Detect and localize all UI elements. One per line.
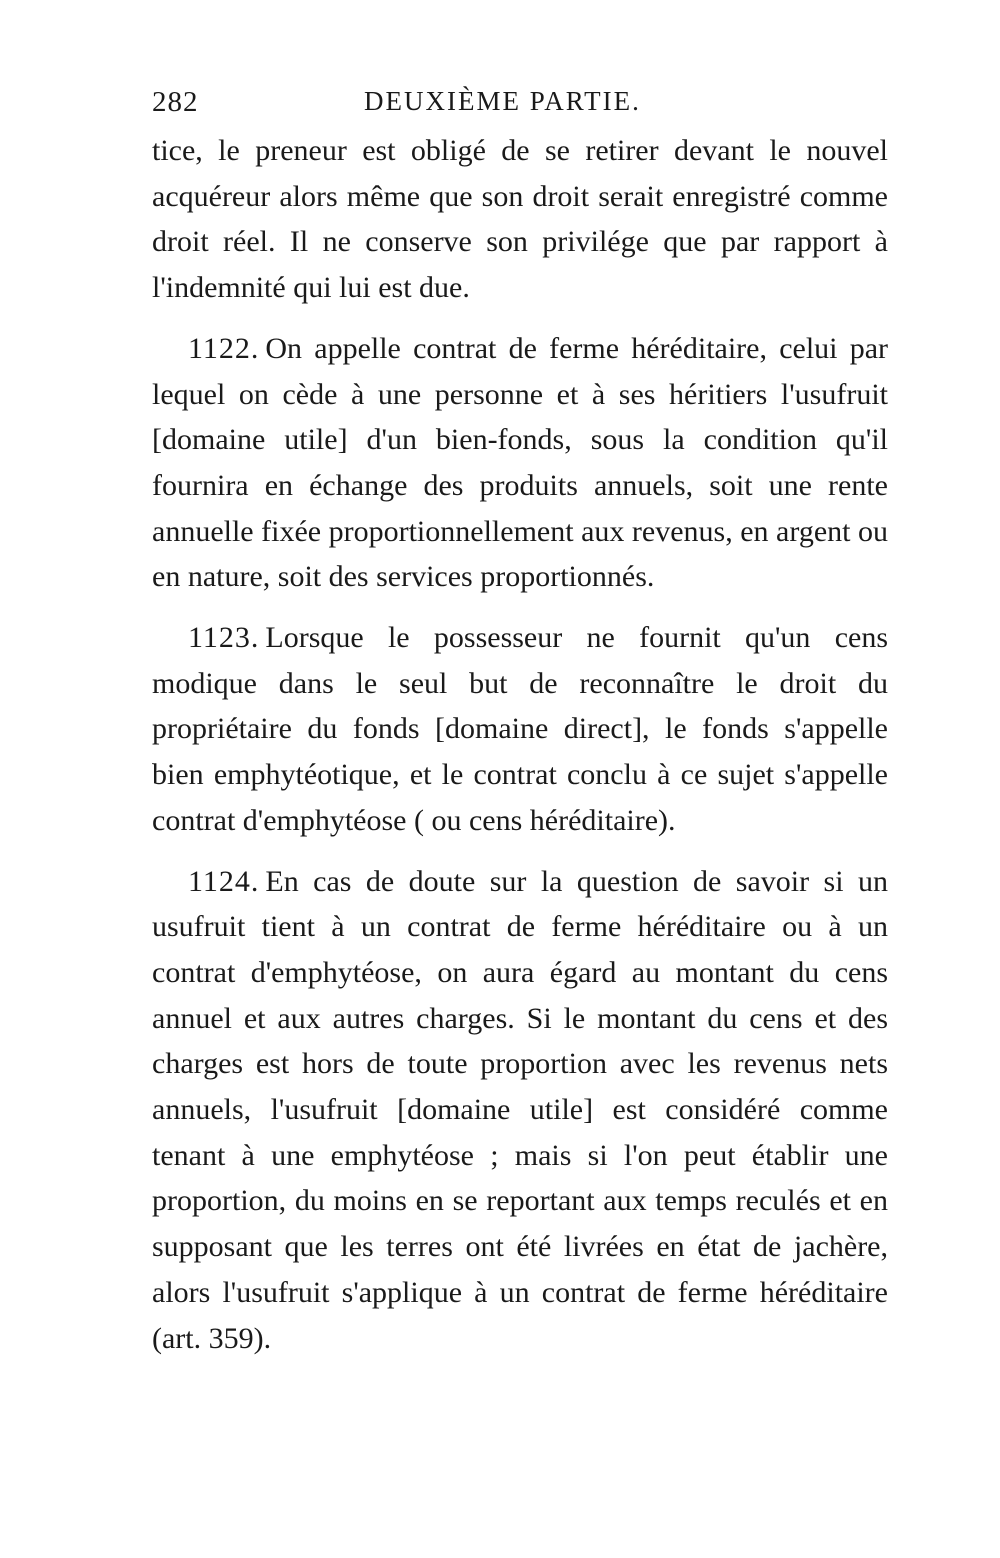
article-number: 1123.: [188, 621, 260, 655]
paragraph-continuation: [152, 128, 888, 311]
paragraph-1122: [152, 326, 888, 600]
paragraph-text: On appelle contrat de ferme héréditaire, celui par lequel on cède à une personne et à ses héritiers l'usufruit [domaine utile] d'un bien-fonds, sous la condition qu'il fournira en échange des produits annuels, soit une rente annuelle fixée proportionnellement aux revenus, en argent ou en nature, soit des services proportionnés.: [152, 331, 888, 594]
page-header: [152, 80, 888, 124]
paragraph-text: Lorsque le possesseur ne fournit qu'un cens modique dans le seul but de reconnaître le droit du propriétaire du fonds [domaine direct], le fonds s'appelle bien emphytéotique, et le contrat conclu à ce sujet s'appelle contrat d'emphytéose ( ou cens héréditaire).: [152, 621, 888, 837]
article-number: 1124.: [188, 864, 260, 898]
article-number: 1122.: [188, 331, 260, 365]
running-head: DEUXIÈME PARTIE.: [364, 86, 641, 116]
page-number: 282: [152, 86, 199, 118]
paragraph-text: En cas de doute sur la question de savoir si un usufruit tient à un contrat de ferme héréditaire ou à un contrat d'emphytéose, on aura égard au montant du cens annuel et aux autres charges. Si le montant du cens et des charges est hors de toute proportion avec les revenus nets annuels, l'usufruit [domaine utile] est considéré comme tenant à une emphytéose ; mais si l'on peut établir une proportion, du moins en se reportant aux temps reculés et en supposant que les terres ont été livrées en état de jachère, alors l'usufruit s'applique à un contrat de ferme héréditaire (art. 359).: [152, 864, 888, 1355]
body-text: [152, 128, 888, 1376]
paragraph-1124: [152, 859, 888, 1362]
paragraph-1123: [152, 615, 888, 844]
paragraph-text: tice, le preneur est obligé de se retirer devant le nouvel acquéreur alors même que son droit serait enregistré comme droit réel. Il ne conserve son privilége que par rapport à l'indemnité qui lui est due.: [152, 134, 888, 305]
